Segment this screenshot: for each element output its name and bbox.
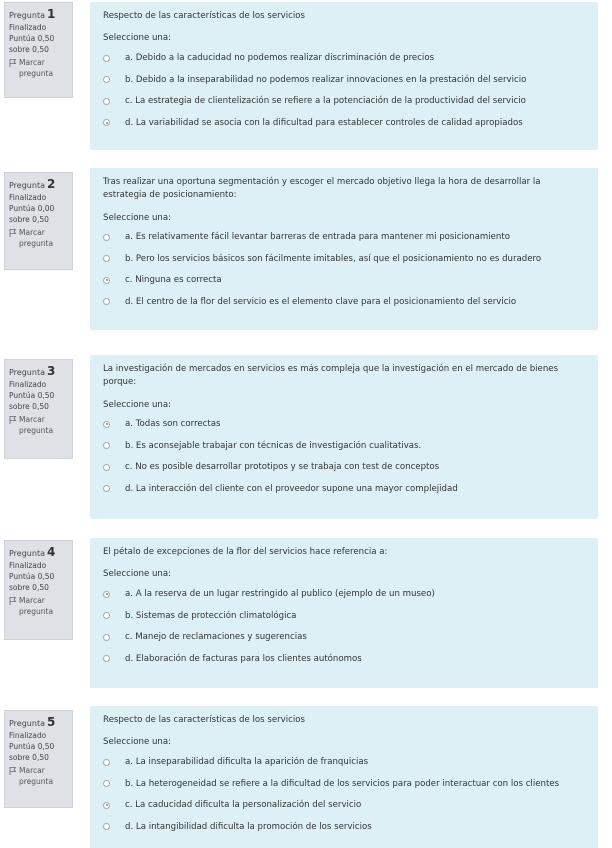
answer-option[interactable]: b. Debido a la inseparabilidad no podemos realizar innovaciones en la prestación del servicio <box>103 69 585 91</box>
flag-question-button[interactable]: Marcar pregunta <box>9 766 68 788</box>
question-info <box>4 172 73 270</box>
question-text: Tras realizar una oportuna segmentación y escoger el mercado objetivo llega la hora de desarrollar la estrategia de posicionamiento: <box>103 177 541 201</box>
radio-button[interactable] <box>103 823 110 830</box>
answer-option[interactable]: c. Manejo de reclamaciones y sugerencias <box>103 626 585 648</box>
question-state: Finalizado <box>9 561 47 571</box>
flag-question-button[interactable]: Marcar pregunta <box>9 58 68 80</box>
question-state: Finalizado <box>9 731 47 741</box>
flag-question-button[interactable]: Marcar pregunta <box>9 415 68 437</box>
question-content <box>90 355 598 519</box>
flag-question-button[interactable]: Marcar pregunta <box>9 596 68 618</box>
question-content <box>90 168 598 330</box>
question-content <box>90 538 598 688</box>
radio-button[interactable] <box>103 298 110 305</box>
question-score: Puntúa 0,50 sobre 0,50 <box>9 742 55 763</box>
radio-button[interactable] <box>103 98 110 105</box>
radio-button[interactable] <box>103 442 110 449</box>
flag-icon <box>9 229 17 237</box>
answer-option[interactable]: d. La interacción del cliente con el proveedor supone una mayor complejidad <box>103 478 585 500</box>
radio-button[interactable] <box>103 780 110 787</box>
answer-option[interactable]: c. Ninguna es correcta <box>103 270 585 292</box>
answer-option[interactable]: a. La inseparabilidad dificulta la aparición de franquicias <box>103 751 585 773</box>
radio-button[interactable] <box>103 119 110 126</box>
answer-option[interactable]: b. Es aconsejable trabajar con técnicas de investigación cualitativas. <box>103 435 585 457</box>
question-content <box>90 706 598 848</box>
answer-option[interactable]: c. No es posible desarrollar prototipos y se trabaja con test de conceptos <box>103 457 585 479</box>
question-text: La investigación de mercados en servicios es más compleja que la investigación en el mercado de bienes porque: <box>103 364 559 388</box>
question-score: Puntúa 0,50 sobre 0,50 <box>9 391 55 412</box>
question-number: Pregunta 2 <box>9 177 56 191</box>
question-score: Puntúa 0,50 sobre 0,50 <box>9 572 55 593</box>
answer-prompt: Seleccione una: <box>103 399 172 410</box>
question-state: Finalizado <box>9 23 47 33</box>
question-info <box>4 359 73 459</box>
question-state: Finalizado <box>9 380 47 390</box>
question-text: Respecto de las características de los servicios <box>103 715 305 725</box>
answer-option[interactable]: b. Sistemas de protección climatológica <box>103 605 585 627</box>
question-score: Puntúa 0,00 sobre 0,50 <box>9 204 55 225</box>
question-info <box>4 540 73 640</box>
radio-button[interactable] <box>103 655 110 662</box>
question-number: Pregunta 3 <box>9 364 56 378</box>
answer-prompt: Seleccione una: <box>103 737 172 748</box>
radio-button[interactable] <box>103 255 110 262</box>
question-number: Pregunta 1 <box>9 7 56 21</box>
question-state: Finalizado <box>9 193 47 203</box>
question-info <box>4 710 73 808</box>
answer-option[interactable]: b. Pero los servicios básicos son fácilmente imitables, así que el posicionamiento no es duradero <box>103 248 585 270</box>
answer-prompt: Seleccione una: <box>103 212 172 223</box>
question-number: Pregunta 5 <box>9 715 56 729</box>
question-text: Respecto de las características de los servicios <box>103 11 305 21</box>
answer-option[interactable]: d. La intangibilidad dificulta la promoción de los servicios <box>103 816 585 838</box>
answer-option[interactable]: b. La heterogeneidad se refiere a la dificultad de los servicios para poder interactuar con los clientes <box>103 773 585 795</box>
answer-option[interactable]: c. La estrategia de clientelización se refiere a la potenciación de la productividad del servicio <box>103 90 585 112</box>
answer-option[interactable]: d. Elaboración de facturas para los clientes autónomos <box>103 648 585 670</box>
answer-option[interactable]: a. Debido a la caducidad no podemos realizar discriminación de precios <box>103 47 585 69</box>
flag-question-button[interactable]: Marcar pregunta <box>9 228 68 250</box>
question-number: Pregunta 4 <box>9 545 56 559</box>
answer-option[interactable]: a. Todas son correctas <box>103 414 585 436</box>
answer-prompt: Seleccione una: <box>103 33 172 44</box>
question-text: El pétalo de excepciones de la flor del servicios hace referencia a: <box>103 547 388 557</box>
question-score: Puntúa 0,50 sobre 0,50 <box>9 34 55 55</box>
radio-button[interactable] <box>103 634 110 641</box>
answer-prompt: Seleccione una: <box>103 569 172 580</box>
radio-button[interactable] <box>103 76 110 83</box>
answer-option[interactable]: a. Es relativamente fácil levantar barreras de entrada para mantener mi posicionamiento <box>103 227 585 249</box>
answer-option[interactable]: d. El centro de la flor del servicio es el elemento clave para el posicionamiento del servicio <box>103 291 585 313</box>
radio-button[interactable] <box>103 277 110 284</box>
radio-button[interactable] <box>103 802 110 809</box>
radio-button[interactable] <box>103 612 110 619</box>
flag-icon <box>9 416 17 424</box>
answer-option[interactable]: c. La caducidad dificulta la personalización del servicio <box>103 794 585 816</box>
question-content <box>90 2 598 150</box>
flag-icon <box>9 597 17 605</box>
radio-button[interactable] <box>103 591 110 598</box>
flag-icon <box>9 767 17 775</box>
question-info <box>4 2 73 98</box>
flag-icon <box>9 59 17 67</box>
answer-option[interactable]: a. A la reserva de un lugar restringido al publico (ejemplo de un museo) <box>103 583 585 605</box>
radio-button[interactable] <box>103 464 110 471</box>
radio-button[interactable] <box>103 485 110 492</box>
radio-button[interactable] <box>103 421 110 428</box>
radio-button[interactable] <box>103 234 110 241</box>
radio-button[interactable] <box>103 759 110 766</box>
radio-button[interactable] <box>103 55 110 62</box>
answer-option[interactable]: d. La variabilidad se asocia con la dificultad para establecer controles de calidad apropiados <box>103 112 585 134</box>
